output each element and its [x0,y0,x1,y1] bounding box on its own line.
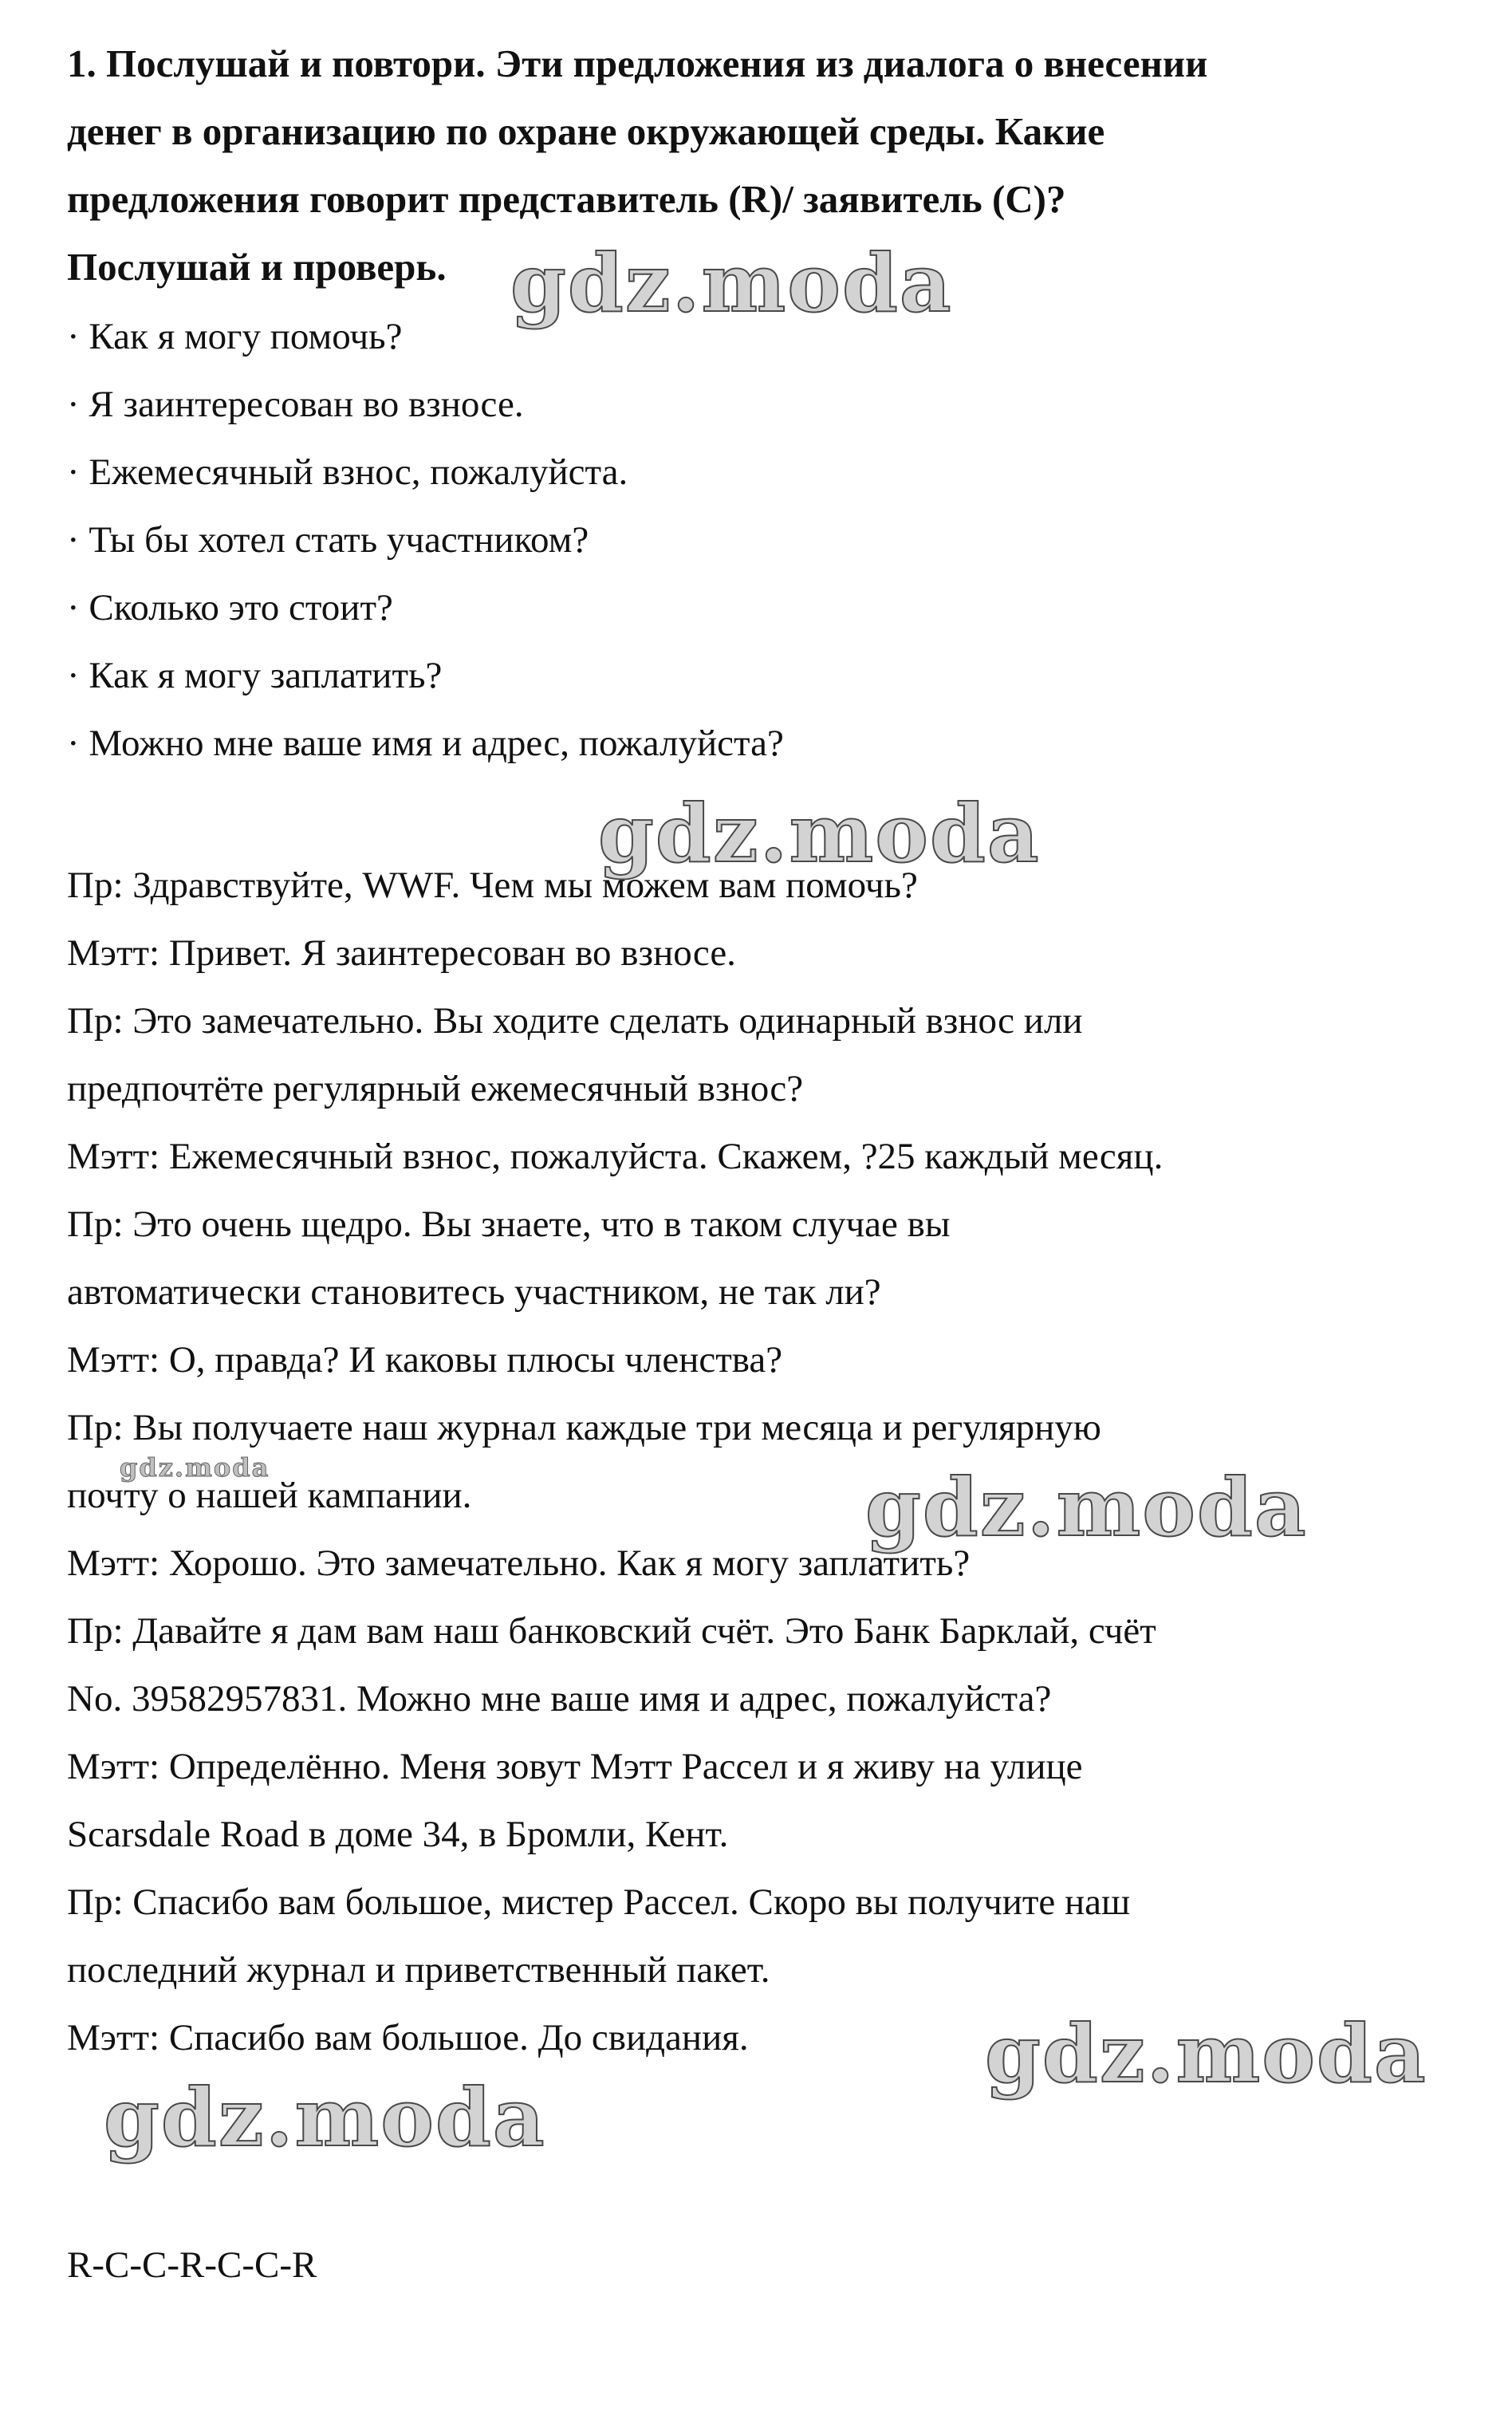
sentence-item: · Как я могу заплатить? [67,655,443,696]
dialogue-line: последний журнал и приветственный пакет. [67,1949,770,1991]
sentence-item: · Ежемесячный взнос, пожалуйста. [67,451,628,493]
dialogue-line: Пр: Вы получаете наш журнал каждые три месяца и регулярную [67,1407,1101,1448]
dialogue-line: No. 39582957831. Можно мне ваше имя и адрес, пожалуйста? [67,1678,1052,1720]
dialogue-line: автоматически становитесь участником, не так ли? [67,1271,881,1313]
sentence-item: · Ты бы хотел стать участником? [67,519,589,561]
sentence-item: · Сколько это стоит? [67,587,393,628]
dialogue-line: предпочтёте регулярный ежемесячный взнос? [67,1068,804,1109]
heading-line-2: денег в организацию по охране окружающей среды. Какие [67,109,1105,153]
dialogue-line: Мэтт: Хорошо. Это замечательно. Как я могу заплатить? [67,1542,971,1584]
sentence-item: · Как я могу помочь? [67,316,403,357]
watermark: gdz.moda [865,1460,1308,1554]
dialogue-line: Мэтт: Привет. Я заинтересован во взносе. [67,932,736,974]
answer-line: R-C-C-R-C-C-R [67,2244,317,2286]
dialogue-line: Пр: Это замечательно. Вы ходите сделать одинарный взнос или [67,1000,1083,1042]
watermark: gdz.moda [120,1452,270,1483]
dialogue-line: Мэтт: Ежемесячный взнос, пожалуйста. Скажем, ?25 каждый месяц. [67,1136,1164,1177]
dialogue-line: Пр: Спасибо вам большое, мистер Рассел. Скоро вы получите наш [67,1881,1131,1923]
heading-line-3: предложения говорит представитель (R)/ заявитель (C)? [67,177,1066,221]
watermark: gdz.moda [985,2007,1427,2101]
watermark: gdz.moda [104,2070,546,2165]
dialogue-line: Пр: Давайте я дам вам наш банковский счёт. Это Банк Барклай, счёт [67,1610,1156,1652]
dialogue-line: Мэтт: Определённо. Меня зовут Мэтт Рассел и я живу на улице [67,1746,1083,1787]
dialogue-line: Пр: Это очень щедро. Вы знаете, что в таком случае вы [67,1204,951,1245]
heading-line-4: Послушай и проверь. [67,245,447,289]
sentence-item: · Можно мне ваше имя и адрес, пожалуйста? [67,723,784,764]
dialogue-line: почту о нашей кампании. [67,1475,472,1516]
watermark: gdz.moda [598,786,1041,880]
dialogue-line: Мэтт: Спасибо вам большое. До свидания. [67,2017,749,2058]
watermark: gdz.moda [510,236,953,330]
heading-line-1: 1. Послушай и повтори. Эти предложения из диалога о внесении [67,41,1208,85]
sentence-item: · Я заинтересован во взносе. [67,384,524,425]
dialogue-line: Мэтт: О, правда? И каковы плюсы членства? [67,1339,783,1381]
dialogue-line: Пр: Здравствуйте, WWF. Чем мы можем вам помочь? [67,865,918,906]
dialogue-line: Scarsdale Road в доме 34, в Бромли, Кент. [67,1814,729,1855]
